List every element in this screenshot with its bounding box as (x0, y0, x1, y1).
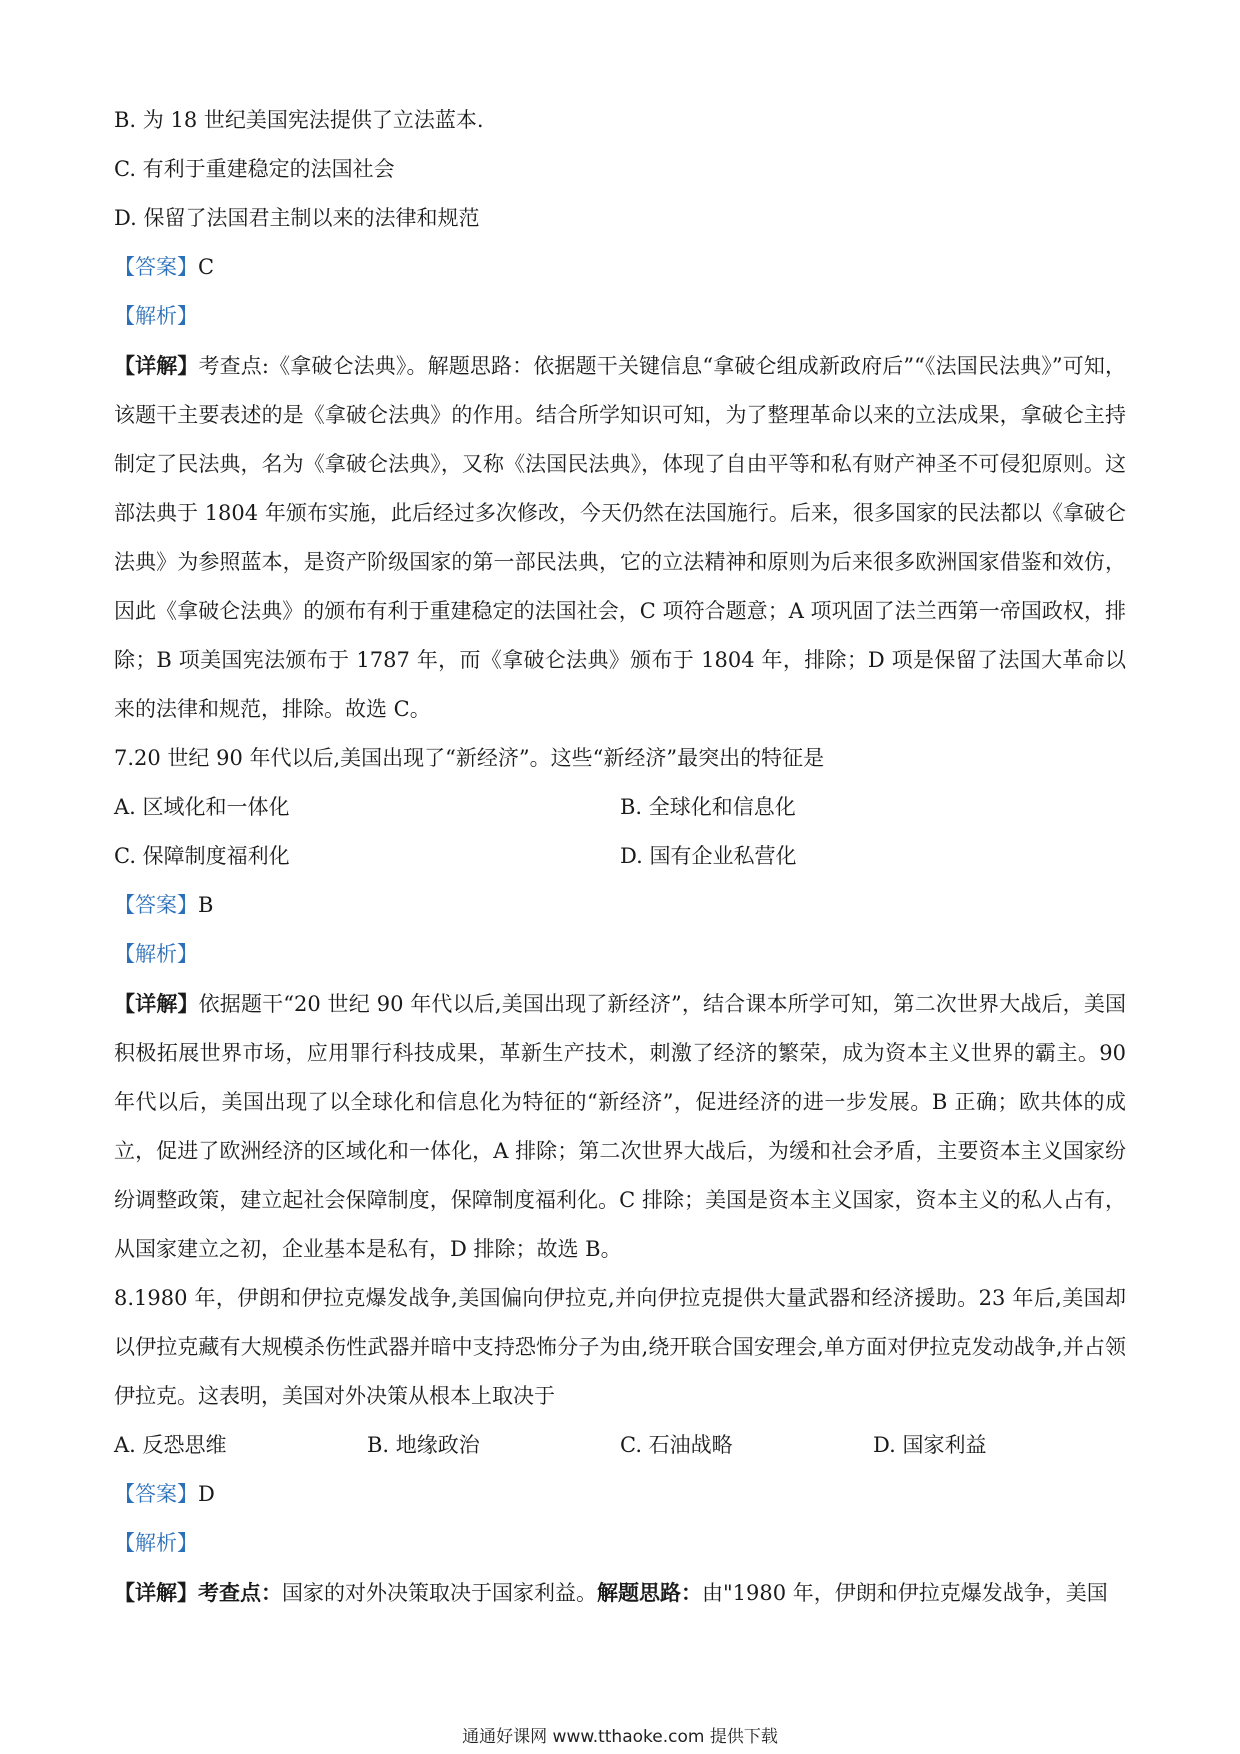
detail-tag: 【详解】 (114, 991, 199, 1016)
idea-text: 由"1980 年，伊朗和伊拉克爆发战争，美国 (702, 1581, 1108, 1605)
q8-option-a: A. 反恐思维 (114, 1433, 227, 1457)
q6-option-b: B. 为 18 世纪美国宪法提供了立法蓝本. (114, 108, 484, 132)
q8-stem: 8.1980 年，伊朗和伊拉克爆发战争,美国偏向伊拉克,并向伊拉克提供大量武器和经济援助。23 年后,美国却以伊拉克藏有大规模杀伤性武器并暗中支持恐怖分子为由,绕开联合国安理会,单方面对伊拉克发动战争,并占领伊拉克。这表明，美国对外决策从根本上取决于 (114, 1286, 1126, 1408)
answer-value: C (198, 255, 215, 279)
q7-answer (114, 881, 1126, 930)
q8-detail (114, 1568, 1126, 1617)
q8-option-b: B. 地缘政治 (367, 1433, 480, 1457)
detail-text: 依据题干“20 世纪 90 年代以后,美国出现了新经济”，结合课本所学可知，第二次世界大战后，美国积极拓展世界市场，应用罪行科技成果，革新生产技术，刺激了经济的繁荣，成为资本主义世界的霸主。90 年代以后，美国出现了以全球化和信息化为特征的“新经济”，促进经济的进一步发展。B 正确；欧共体的成立，促进了欧洲经济的区域化和一体化，A 排除；第二次世界大战后，为缓和社会矛盾，主要资本主义国家纷纷调整政策，建立起社会保障制度，保障制度福利化。C 排除；美国是资本主义国家，资本主义的私人占有，从国家建立之初，企业基本是私有，D 排除；故选 B。 (114, 992, 1127, 1261)
q6-option-c: C. 有利于重建稳定的法国社会 (114, 157, 395, 181)
q8-option-d: D. 国家利益 (873, 1433, 987, 1457)
answer-tag: 【答案】 (114, 1482, 198, 1506)
answer-tag: 【答案】 (114, 255, 198, 279)
q7-option-d: D. 国有企业私营化 (620, 844, 797, 868)
q6-analysis-tag: 【解析】 (114, 304, 198, 328)
detail-text: 考查点:《拿破仑法典》。解题思路：依据题干关键信息“拿破仑组成新政府后”“《法国民法典》”可知，该题干主要表述的是《拿破仑法典》的作用。结合所学知识可知，为了整理革命以来的立法成果，拿破仑主持制定了民法典，名为《拿破仑法典》，又称《法国民法典》，体现了自由平等和私有财产神圣不可侵犯原则。这部法典于 1804 年颁布实施，此后经过多次修改，今天仍然在法国施行。后来，很多国家的民法都以《拿破仑法典》为参照蓝本，是资产阶级国家的第一部民法典，它的立法精神和原则为后来很多欧洲国家借鉴和效仿，因此《拿破仑法典》的颁布有利于重建稳定的法国社会，C 项符合题意；A 项巩固了法兰西第一帝国政权，排除；B 项美国宪法颁布于 1787 年，而《拿破仑法典》颁布于 1804 年，排除；D 项是保留了法国大革命以来的法律和规范，排除。故选 C。 (114, 354, 1127, 721)
answer-value: B (198, 893, 214, 917)
detail-tag: 【详解】 (114, 1580, 198, 1605)
q7-option-c: C. 保障制度福利化 (114, 844, 290, 868)
page-footer: 通通好课网 www.tthaoke.com 提供下载 (462, 1727, 778, 1747)
q8-answer (114, 1470, 1126, 1519)
q7-option-a: A. 区域化和一体化 (114, 795, 290, 819)
q6-option-d: D. 保留了法国君主制以来的法律和规范 (114, 206, 480, 230)
document-page (114, 96, 1126, 1617)
q7-analysis-tag: 【解析】 (114, 942, 198, 966)
q7-stem: 7.20 世纪 90 年代以后,美国出现了“新经济”。这些“新经济”最突出的特征是 (114, 746, 825, 770)
point-text: 国家的对外决策取决于国家利益。 (282, 1581, 597, 1605)
q7-option-b: B. 全球化和信息化 (620, 795, 796, 819)
q7-options-row-1 (114, 783, 1126, 832)
q8-options-row (114, 1421, 1126, 1470)
answer-tag: 【答案】 (114, 893, 198, 917)
detail-tag: 【详解】 (114, 353, 199, 378)
point-label: 考查点： (198, 1580, 282, 1605)
idea-label: 解题思路： (597, 1580, 702, 1605)
q8-option-c: C. 石油战略 (620, 1433, 733, 1457)
q7-options-row-2 (114, 832, 1126, 881)
q6-answer (114, 243, 1126, 292)
q6-detail (114, 341, 1126, 734)
q7-detail (114, 979, 1126, 1274)
q8-analysis-tag: 【解析】 (114, 1531, 198, 1555)
answer-value: D (198, 1482, 215, 1506)
